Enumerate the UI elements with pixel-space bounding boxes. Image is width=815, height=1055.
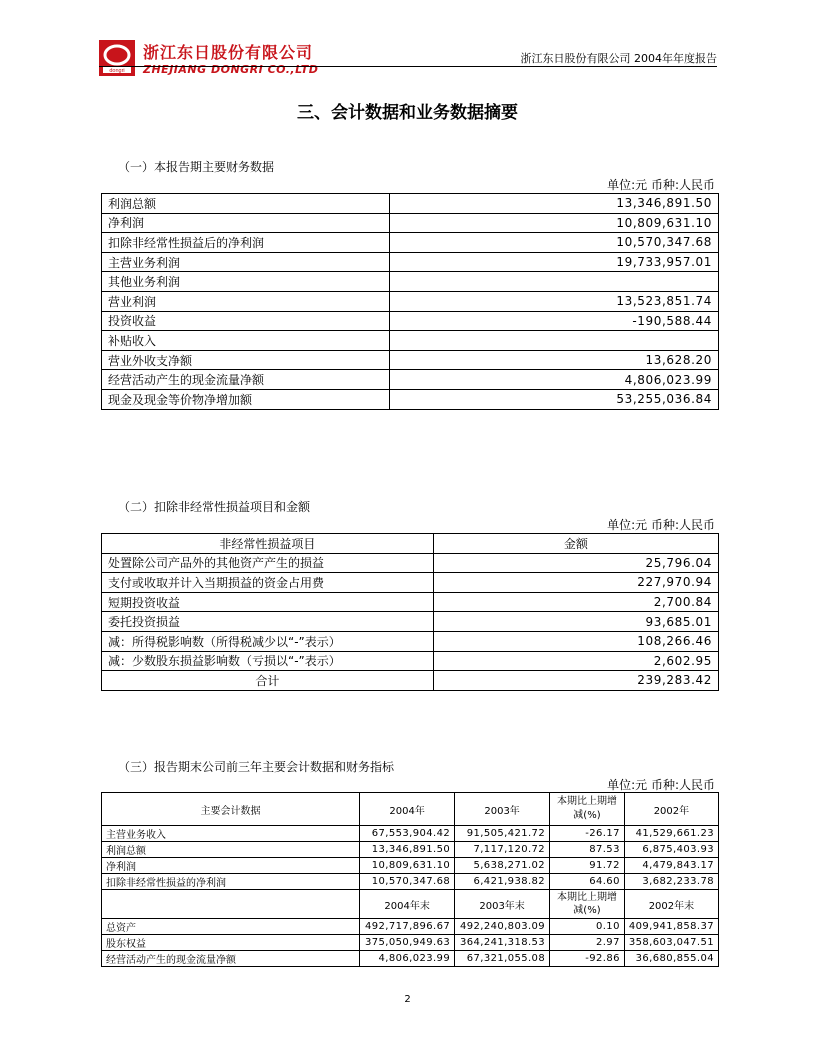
main-financial-data-table (101, 193, 719, 410)
row-value: 10,809,631.10 (389, 213, 718, 233)
table-row (102, 553, 719, 573)
section2-heading: （二）扣除非经常性损益项目和金额 (118, 500, 311, 514)
section3-unit: 单位:元 币种:人民币 (607, 778, 715, 792)
row-label: 主营业务利润 (102, 252, 390, 272)
subheader-blank (102, 890, 360, 919)
row-label: 处置除公司产品外的其他资产产生的损益 (102, 553, 434, 573)
table-row (102, 233, 719, 253)
table-row (102, 612, 719, 632)
row-value: 13,523,851.74 (389, 291, 718, 311)
table-row (102, 858, 719, 874)
value-2004: 67,553,904.42 (360, 826, 455, 842)
row-label: 主营业务收入 (102, 826, 360, 842)
value-2002: 4,479,843.17 (624, 858, 718, 874)
row-label: 其他业务利润 (102, 272, 390, 292)
row-label: 投资收益 (102, 311, 390, 331)
logo-mark-text: dongri (109, 68, 125, 74)
page-number: 2 (404, 994, 411, 1005)
row-value: 13,346,891.50 (389, 194, 718, 214)
row-label: 支付或收取并计入当期损益的资金占用费 (102, 573, 434, 593)
table-row (102, 874, 719, 890)
section1-unit: 单位:元 币种:人民币 (607, 178, 715, 192)
value-2004: 10,809,631.10 (360, 858, 455, 874)
table-row (102, 935, 719, 951)
col-header-change: 本期比上期增减(%) (550, 793, 625, 826)
table-row (102, 252, 719, 272)
total-value: 239,283.42 (433, 671, 718, 691)
table-row (102, 370, 719, 390)
col-header-2002: 2002年 (624, 793, 718, 826)
value-change: 91.72 (550, 858, 625, 874)
table-row (102, 842, 719, 858)
row-label: 补贴收入 (102, 331, 390, 351)
table-row (102, 651, 719, 671)
row-value: 10,570,347.68 (389, 233, 718, 253)
table-header-row (102, 793, 719, 826)
value-change: -26.17 (550, 826, 625, 842)
row-label: 经营活动产生的现金流量净额 (102, 951, 360, 967)
row-label: 短期投资收益 (102, 592, 434, 612)
value-2003: 7,117,120.72 (455, 842, 550, 858)
header-divider (99, 66, 717, 67)
row-label: 委托投资损益 (102, 612, 434, 632)
row-label: 股东权益 (102, 935, 360, 951)
page-title: 三、会计数据和业务数据摘要 (297, 103, 518, 123)
table-row (102, 272, 719, 292)
logo-company-cn: 浙江东日股份有限公司 (143, 43, 314, 62)
company-logo (99, 38, 329, 80)
table-row (102, 919, 719, 935)
col-header-2004: 2004年 (360, 793, 455, 826)
subheader-2004: 2004年末 (360, 890, 455, 919)
value-2004: 4,806,023.99 (360, 951, 455, 967)
row-label: 总资产 (102, 919, 360, 935)
row-value: 93,685.01 (433, 612, 718, 632)
table-row (102, 331, 719, 351)
row-label: 经营活动产生的现金流量净额 (102, 370, 390, 390)
value-2003: 67,321,055.08 (455, 951, 550, 967)
row-value (389, 272, 718, 292)
logo-company-en: ZHEJIANG DONGRI CO.,LTD (143, 63, 319, 76)
row-label: 净利润 (102, 213, 390, 233)
value-2003: 492,240,803.09 (455, 919, 550, 935)
row-label: 扣除非经常性损益的净利润 (102, 874, 360, 890)
table-row (102, 631, 719, 651)
section2-unit: 单位:元 币种:人民币 (607, 518, 715, 532)
row-label: 利润总额 (102, 194, 390, 214)
value-change: 2.97 (550, 935, 625, 951)
row-label: 扣除非经常性损益后的净利润 (102, 233, 390, 253)
report-label: 浙江东日股份有限公司 2004年年度报告 (520, 52, 717, 65)
subheader-2002: 2002年末 (624, 890, 718, 919)
row-label: 净利润 (102, 858, 360, 874)
total-row (102, 671, 719, 691)
row-label: 现金及现金等价物净增加额 (102, 389, 390, 409)
value-2002: 36,680,855.04 (624, 951, 718, 967)
col-header-amount: 金额 (433, 534, 718, 554)
value-2003: 5,638,271.02 (455, 858, 550, 874)
row-value: 108,266.46 (433, 631, 718, 651)
value-2003: 6,421,938.82 (455, 874, 550, 890)
table-row (102, 951, 719, 967)
section1-heading: （一）本报告期主要财务数据 (118, 160, 275, 174)
table-row (102, 350, 719, 370)
row-value: -190,588.44 (389, 311, 718, 331)
row-label: 减：所得税影响数（所得税减少以“-”表示） (102, 631, 434, 651)
table-row (102, 573, 719, 593)
table-header-row (102, 534, 719, 554)
table-subheader-row (102, 890, 719, 919)
table-row (102, 213, 719, 233)
row-value: 25,796.04 (433, 553, 718, 573)
value-2004: 10,570,347.68 (360, 874, 455, 890)
section3-heading: （三）报告期末公司前三年主要会计数据和财务指标 (118, 760, 395, 774)
value-change: 87.53 (550, 842, 625, 858)
dongri-logo-icon (99, 40, 135, 76)
value-2004: 492,717,896.67 (360, 919, 455, 935)
table-row (102, 389, 719, 409)
subheader-change: 本期比上期增减(%) (550, 890, 625, 919)
non-recurring-items-table (101, 533, 719, 691)
row-value: 4,806,023.99 (389, 370, 718, 390)
value-2002: 41,529,661.23 (624, 826, 718, 842)
value-2002: 3,682,233.78 (624, 874, 718, 890)
table-row (102, 291, 719, 311)
row-label: 减：少数股东损益影响数（亏损以“-”表示） (102, 651, 434, 671)
col-header-2003: 2003年 (455, 793, 550, 826)
row-value: 53,255,036.84 (389, 389, 718, 409)
value-2003: 91,505,421.72 (455, 826, 550, 842)
row-value: 13,628.20 (389, 350, 718, 370)
value-2004: 13,346,891.50 (360, 842, 455, 858)
value-change: -92.86 (550, 951, 625, 967)
total-label: 合计 (102, 671, 434, 691)
col-header-item: 主要会计数据 (102, 793, 360, 826)
table-row (102, 194, 719, 214)
table-row (102, 311, 719, 331)
value-2004: 375,050,949.63 (360, 935, 455, 951)
value-change: 64.60 (550, 874, 625, 890)
row-value: 227,970.94 (433, 573, 718, 593)
col-header-item: 非经常性损益项目 (102, 534, 434, 554)
row-label: 利润总额 (102, 842, 360, 858)
value-2002: 6,875,403.93 (624, 842, 718, 858)
row-value: 19,733,957.01 (389, 252, 718, 272)
row-label: 营业利润 (102, 291, 390, 311)
row-value (389, 331, 718, 351)
table-row (102, 592, 719, 612)
row-label: 营业外收支净额 (102, 350, 390, 370)
three-year-data-table (101, 792, 719, 967)
value-2002: 409,941,858.37 (624, 919, 718, 935)
row-value: 2,602.95 (433, 651, 718, 671)
subheader-2003: 2003年末 (455, 890, 550, 919)
row-value: 2,700.84 (433, 592, 718, 612)
value-2002: 358,603,047.51 (624, 935, 718, 951)
value-2003: 364,241,318.53 (455, 935, 550, 951)
table-row (102, 826, 719, 842)
value-change: 0.10 (550, 919, 625, 935)
